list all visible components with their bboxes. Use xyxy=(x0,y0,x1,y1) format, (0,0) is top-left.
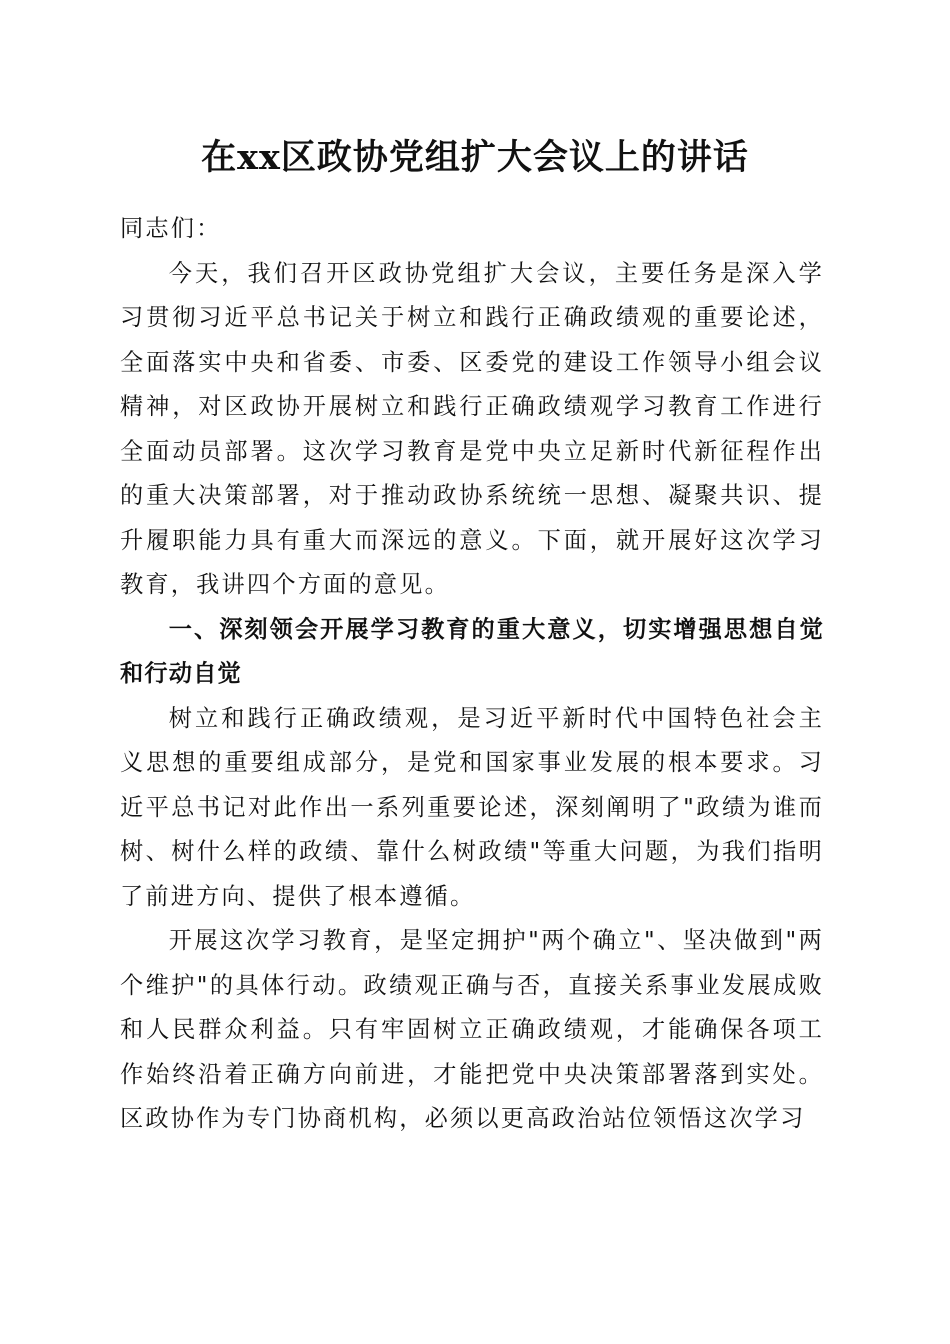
body-paragraph: 开展这次学习教育，是坚定拥护"两个确立"、坚决做到"两个维护"的具体行动。政绩观正确与否，直接关系事业发展成败和人民群众利益。只有牢固树立正确政绩观，才能确保各项工作始终沿着正确方向前进，才能把党中央决策部署落到实处。区政协作为专门协商机构，必须以更高政治站位领悟这次学习 xyxy=(120,927,824,1132)
body-paragraph: 今天，我们召开区政协党组扩大会议，主要任务是深入学习贯彻习近平总书记关于树立和践行正确政绩观的重要论述，全面落实中央和省委、市委、区委党的建设工作领导小组会议精神，对区政协开展树立和践行正确政绩观学习教育工作进行全面动员部署。这次学习教育是党中央立足新时代新征程作出的重大决策部署，对于推动政协系统统一思想、凝聚共识、提升履职能力具有重大而深远的意义。下面，就开展好这次学习教育，我讲四个方面的意见。 xyxy=(120,259,824,598)
salutation: 同志们： xyxy=(120,215,222,242)
document-page xyxy=(120,0,824,1344)
section-heading: 一、深刻领会开展学习教育的重大意义，切实增强思想自觉和行动自觉 xyxy=(120,615,824,687)
document-body xyxy=(120,207,824,1142)
document-title: 在xx区政协党组扩大会议上的讲话 xyxy=(201,137,749,178)
body-paragraph: 树立和践行正确政绩观，是习近平新时代中国特色社会主义思想的重要组成部分，是党和国家事业发展的根本要求。习近平总书记对此作出一系列重要论述，深刻阐明了"政绩为谁而树、树什么样的政绩、靠什么树政绩"等重大问题，为我们指明了前进方向、提供了根本遵循。 xyxy=(120,704,824,910)
